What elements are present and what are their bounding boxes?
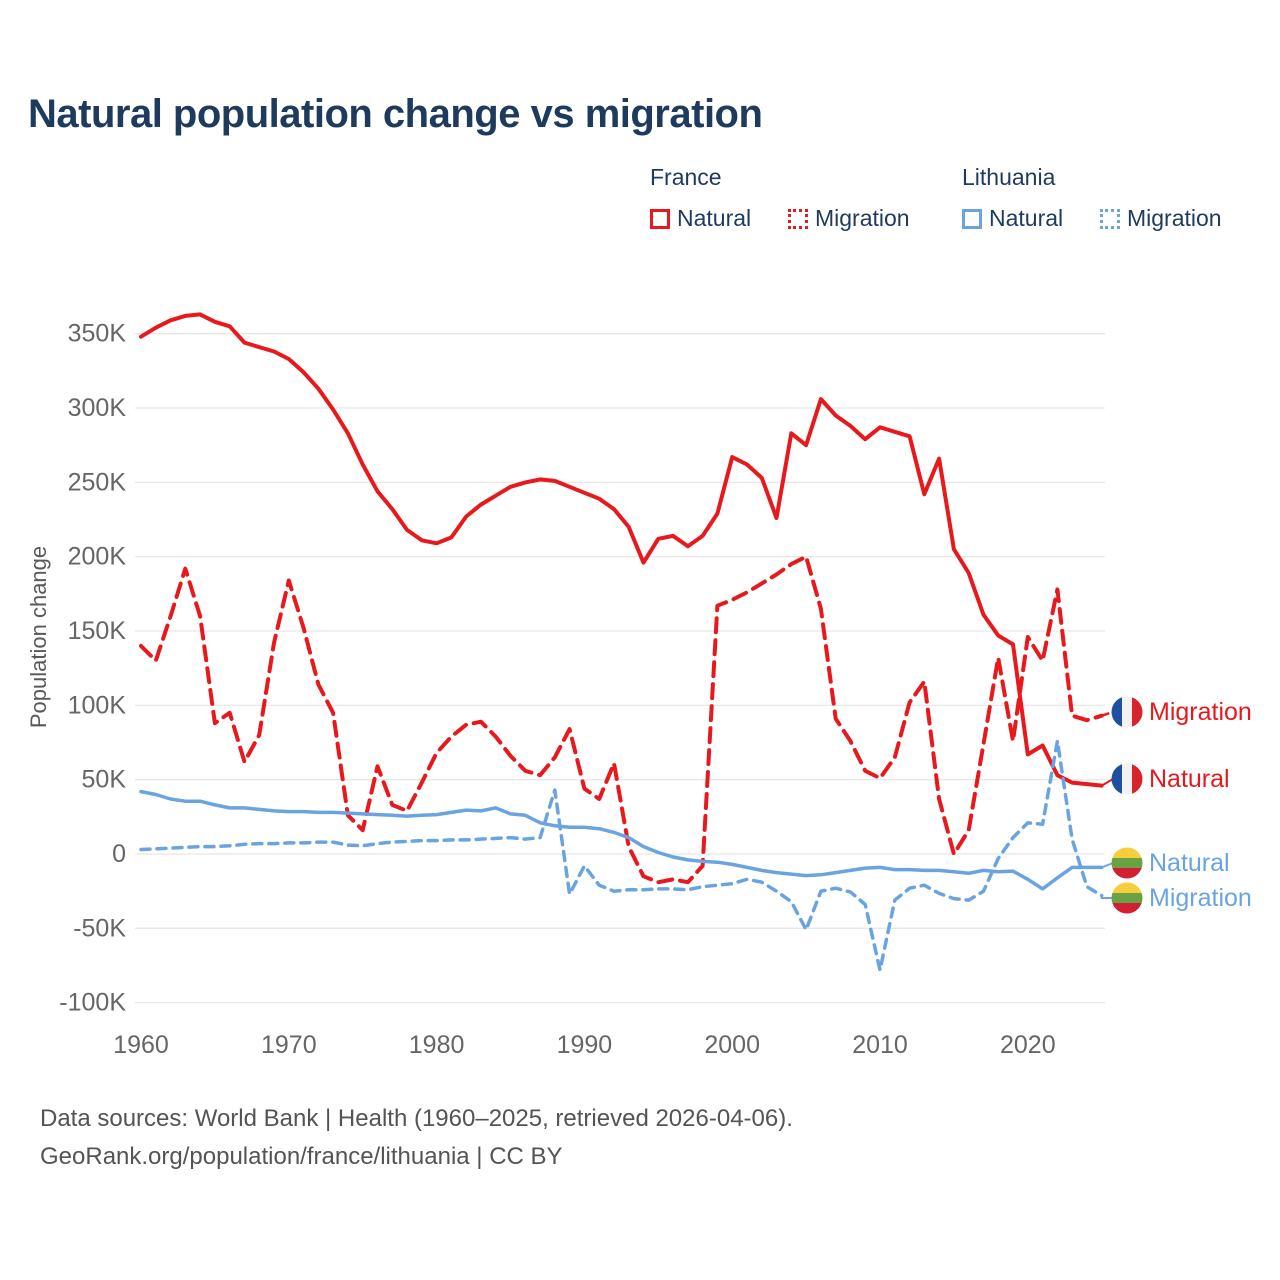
y-tick-50k: 50K [81, 765, 126, 794]
legend-country-lithuania: Lithuania [962, 164, 1056, 190]
legend-country-france: France [650, 164, 722, 190]
end-label-lithuania-natural [1111, 847, 1230, 879]
legend-item-label: Natural [677, 205, 752, 231]
y-tick-250k: 250K [67, 468, 126, 497]
end-label-text: Natural [1149, 848, 1230, 877]
france-flag-icon [1111, 696, 1143, 728]
y-tick-150k: 150K [67, 617, 126, 646]
x-tick-1960: 1960 [113, 1031, 169, 1059]
end-label-france-migration [1111, 696, 1252, 728]
series-line-lithuania-natural [141, 792, 1102, 889]
legend-item-label: Natural [989, 205, 1064, 231]
legend-item-label: Migration [815, 205, 910, 231]
end-label-text: Natural [1149, 764, 1230, 793]
page-title: Natural population change vs migration [28, 92, 763, 136]
x-tick-2020: 2020 [999, 1031, 1056, 1059]
y-tick-100k: 100K [67, 691, 126, 720]
x-tick-1990: 1990 [556, 1031, 613, 1059]
series-line-france-natural [141, 314, 1102, 785]
x-tick-1980: 1980 [408, 1031, 465, 1059]
footer-data-sources: Data sources: World Bank | Health (1960–2025, retrieved 2026-04-06). [40, 1105, 793, 1132]
x-tick-2010: 2010 [852, 1031, 908, 1059]
y-axis-title: Population change [26, 545, 51, 729]
end-label-text: Migration [1149, 697, 1252, 726]
end-label-text: Migration [1149, 883, 1252, 912]
footer-attribution: GeoRank.org/population/france/lithuania | CC BY [40, 1143, 563, 1170]
series-line-lithuania-migration [141, 741, 1102, 970]
legend-item-label: Migration [1127, 205, 1222, 231]
y-tick--50k: -50K [73, 914, 126, 943]
lithuania-flag-icon [1111, 882, 1143, 914]
end-label-france-natural [1111, 763, 1230, 795]
y-tick-200k: 200K [67, 542, 126, 571]
france-flag-icon [1111, 763, 1143, 795]
lithuania-flag-icon [1111, 847, 1143, 879]
footer [40, 1100, 793, 1176]
end-label-lithuania-migration [1111, 882, 1252, 914]
y-tick--100k: -100K [59, 988, 126, 1017]
y-tick-350k: 350K [67, 319, 126, 348]
x-tick-1970: 1970 [260, 1031, 317, 1059]
y-tick-0: 0 [112, 840, 126, 868]
y-tick-300k: 300K [67, 394, 126, 423]
x-tick-2000: 2000 [704, 1031, 761, 1059]
